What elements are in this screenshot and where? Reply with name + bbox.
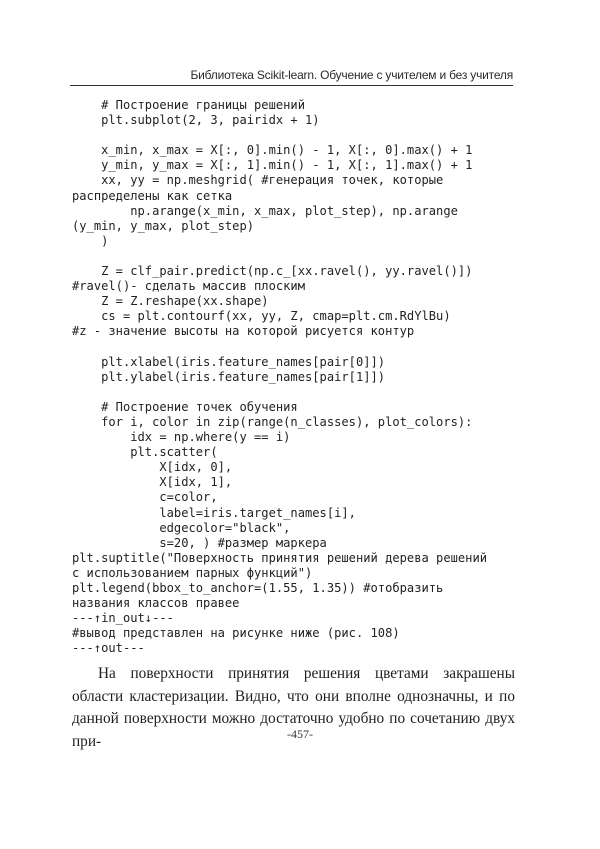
code-line: # Построение границы решений — [72, 98, 305, 112]
code-line: ---↑out--- — [72, 641, 145, 656]
code-line — [72, 128, 517, 143]
code-line: edgecolor="black", — [72, 520, 291, 535]
code-line: с использованием парных функций") — [72, 565, 313, 580]
body-paragraph: На поверхности принятия решения цветами закрашены области кластеризации. Видно, что они вполне однозначны, и по данной поверхности можно достаточно удобно по сочетанию двух при- — [72, 665, 515, 750]
code-listing — [72, 98, 517, 656]
code-line: Z = Z.reshape(xx.shape) — [72, 294, 269, 309]
code-line: X[idx, 0], — [72, 460, 233, 475]
code-line: ---↑in_out↓--- — [72, 611, 174, 626]
running-header: Библиотека Scikit-learn. Обучение с учителем и без учителя — [70, 68, 513, 86]
code-line: названия классов правее — [72, 596, 240, 611]
code-line: plt.ylabel(iris.feature_names[pair[1]]) — [72, 369, 386, 384]
code-line — [72, 385, 517, 400]
code-line: (y_min, y_max, plot_step) — [72, 218, 255, 233]
code-line: xx, yy = np.meshgrid( #генерация точек, которые — [72, 173, 444, 188]
code-line: np.arange(x_min, x_max, plot_step), np.arange — [72, 203, 458, 218]
code-line: plt.legend(bbox_to_anchor=(1.55, 1.35)) #отобразить — [72, 581, 444, 595]
code-line — [72, 340, 517, 355]
code-line — [72, 249, 517, 264]
code-line: c=color, — [72, 490, 218, 505]
code-line: # Построение точек обучения — [72, 399, 298, 414]
code-line: #ravel()- сделать массив плоским — [72, 279, 305, 294]
code-line: plt.xlabel(iris.feature_names[pair[0]]) — [72, 354, 386, 369]
code-line: ) — [72, 233, 109, 248]
code-line: #вывод представлен на рисунке ниже (рис. 108) — [72, 626, 400, 641]
code-line: plt.scatter( — [72, 445, 218, 460]
code-line: plt.suptitle("Поверхность принятия решений дерева решений — [72, 550, 488, 565]
code-line: #z - значение высоты на которой рисуется контур — [72, 324, 415, 339]
code-line: idx = np.where(y == i) — [72, 430, 291, 445]
code-line: cs = plt.contourf(xx, yy, Z, cmap=plt.cm.RdYlBu) — [72, 309, 451, 324]
code-line: for i, color in zip(range(n_classes), plot_colors): — [72, 414, 473, 429]
code-line: plt.subplot(2, 3, pairidx + 1) — [72, 113, 320, 128]
code-line: распределены как сетка — [72, 188, 233, 203]
code-line: x_min, x_max = X[:, 0].min() - 1, X[:, 0].max() + 1 — [72, 143, 473, 158]
code-line: Z = clf_pair.predict(np.c_[xx.ravel(), yy.ravel()]) — [72, 264, 473, 279]
code-line: label=iris.target_names[i], — [72, 505, 356, 520]
code-line: y_min, y_max = X[:, 1].min() - 1, X[:, 1].max() + 1 — [72, 158, 473, 173]
page-number: -457- — [287, 727, 313, 741]
code-line: X[idx, 1], — [72, 475, 233, 490]
code-line: s=20, ) #размер маркера — [72, 535, 327, 550]
